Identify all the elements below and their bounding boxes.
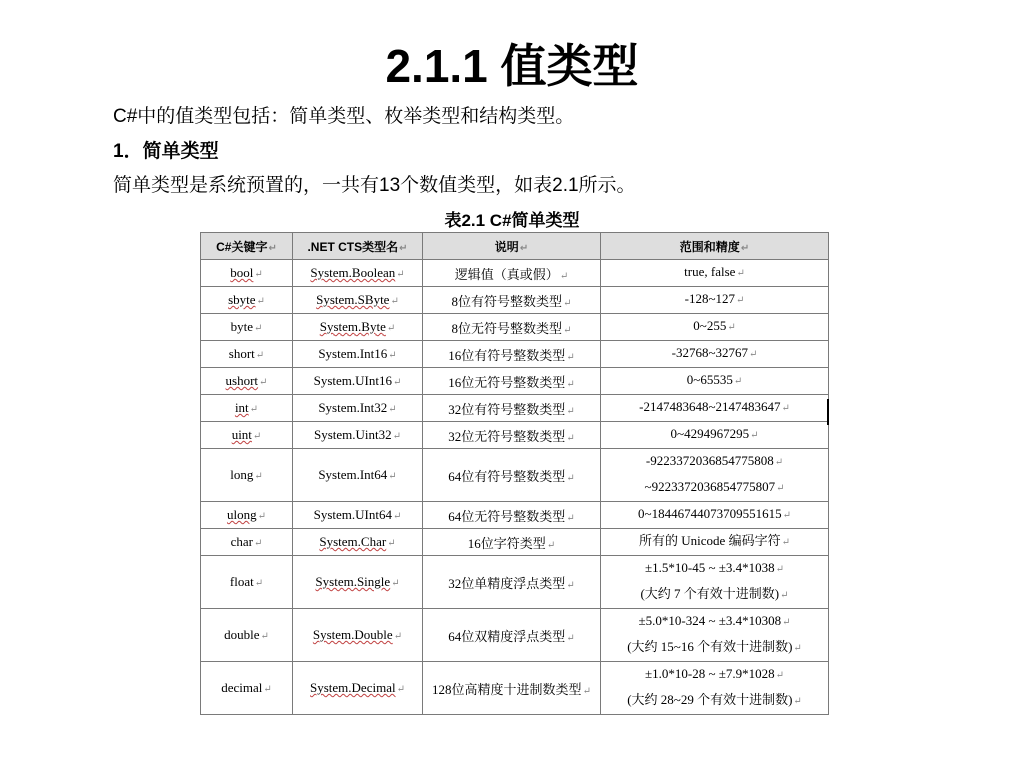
cell-cts-name: System.UInt64↵ bbox=[293, 502, 423, 529]
table-row bbox=[201, 395, 829, 422]
cell-cts-name: System.Byte↵ bbox=[293, 314, 423, 341]
range-line: 0~255↵ bbox=[693, 318, 736, 333]
cell-cts-name: System.Single↵ bbox=[293, 556, 423, 609]
cell-description: 128位高精度十进制数类型↵ bbox=[423, 662, 601, 715]
table-row bbox=[201, 287, 829, 314]
table-row bbox=[201, 556, 829, 609]
cell-cts-name: System.Int32↵ bbox=[293, 395, 423, 422]
cell-description: 64位无符号整数类型↵ bbox=[423, 502, 601, 529]
cell-range bbox=[601, 529, 829, 556]
range-line: ±5.0*10-324 ~ ±3.4*10308↵ bbox=[638, 613, 791, 628]
intro-description: 简单类型是系统预置的，一共有13个数值类型，如表2.1所示。 bbox=[113, 175, 636, 196]
table-row bbox=[201, 529, 829, 556]
cell-range bbox=[601, 395, 829, 422]
cell-cts-name: System.Char↵ bbox=[293, 529, 423, 556]
cell-range bbox=[601, 449, 829, 502]
table-row bbox=[201, 422, 829, 449]
range-line: ±1.0*10-28 ~ ±7.9*1028↵ bbox=[644, 666, 785, 681]
simple-types-table bbox=[200, 232, 829, 715]
cell-range bbox=[601, 341, 829, 368]
cell-range bbox=[601, 422, 829, 449]
cell-keyword: bool↵ bbox=[201, 260, 293, 287]
cell-keyword: float↵ bbox=[201, 556, 293, 609]
header-range: 范围和精度↵ bbox=[601, 233, 829, 260]
cell-description: 16位有符号整数类型↵ bbox=[423, 341, 601, 368]
table-body bbox=[201, 260, 829, 715]
range-line: -9223372036854775808↵ bbox=[645, 453, 784, 468]
page-title: 2.1.1 值类型 bbox=[385, 40, 639, 92]
header-cts-name: .NET CTS类型名↵ bbox=[293, 233, 423, 260]
cell-keyword: uint↵ bbox=[201, 422, 293, 449]
cell-cts-name: System.Int16↵ bbox=[293, 341, 423, 368]
header-keyword: C#关键字↵ bbox=[201, 233, 293, 260]
cell-keyword: sbyte↵ bbox=[201, 287, 293, 314]
table-caption: 表2.1 C#简单类型 bbox=[444, 211, 580, 230]
cell-range bbox=[601, 368, 829, 395]
range-line: ~9223372036854775807↵ bbox=[644, 479, 785, 494]
range-line: (大约 15~16 个有效十进制数)↵ bbox=[627, 639, 802, 654]
range-line: (大约 7 个有效十进制数)↵ bbox=[640, 586, 789, 601]
cell-cts-name: System.Uint32↵ bbox=[293, 422, 423, 449]
cell-description: 逻辑值（真或假）↵ bbox=[423, 260, 601, 287]
intro-text: C#中的值类型包括：简单类型、枚举类型和结构类型。 bbox=[113, 106, 575, 127]
range-line: 0~65535↵ bbox=[686, 372, 743, 387]
cell-description: 32位单精度浮点类型↵ bbox=[423, 556, 601, 609]
range-line: (大约 28~29 个有效十进制数)↵ bbox=[627, 692, 802, 707]
table-row bbox=[201, 502, 829, 529]
table-row bbox=[201, 609, 829, 662]
range-line: 0~4294967295↵ bbox=[670, 426, 759, 441]
section-heading: 1．简单类型 bbox=[113, 141, 219, 162]
cell-range bbox=[601, 556, 829, 609]
cell-keyword: ulong↵ bbox=[201, 502, 293, 529]
cell-description: 16位字符类型↵ bbox=[423, 529, 601, 556]
cell-range bbox=[601, 314, 829, 341]
table-row bbox=[201, 368, 829, 395]
table-row bbox=[201, 260, 829, 287]
cell-keyword: byte↵ bbox=[201, 314, 293, 341]
cell-description: 32位有符号整数类型↵ bbox=[423, 395, 601, 422]
cell-cts-name: System.Double↵ bbox=[293, 609, 423, 662]
table-row bbox=[201, 662, 829, 715]
cell-range bbox=[601, 662, 829, 715]
table-row bbox=[201, 314, 829, 341]
edge-marker bbox=[827, 399, 829, 425]
range-line: 0~18446744073709551615↵ bbox=[638, 506, 791, 521]
header-description: 说明↵ bbox=[423, 233, 601, 260]
range-line: -128~127↵ bbox=[684, 291, 745, 306]
cell-description: 64位有符号整数类型↵ bbox=[423, 449, 601, 502]
cell-description: 32位无符号整数类型↵ bbox=[423, 422, 601, 449]
table-row bbox=[201, 449, 829, 502]
range-line: -32768~32767↵ bbox=[671, 345, 758, 360]
cell-description: 16位无符号整数类型↵ bbox=[423, 368, 601, 395]
cell-cts-name: System.UInt16↵ bbox=[293, 368, 423, 395]
cell-range bbox=[601, 502, 829, 529]
cell-cts-name: System.Decimal↵ bbox=[293, 662, 423, 715]
range-line: -2147483648~2147483647↵ bbox=[639, 399, 790, 414]
cell-description: 8位有符号整数类型↵ bbox=[423, 287, 601, 314]
cell-description: 8位无符号整数类型↵ bbox=[423, 314, 601, 341]
range-line: 所有的 Unicode 编码字符↵ bbox=[639, 533, 790, 548]
cell-keyword: char↵ bbox=[201, 529, 293, 556]
cell-keyword: short↵ bbox=[201, 341, 293, 368]
cell-cts-name: System.Boolean↵ bbox=[293, 260, 423, 287]
table-header-row bbox=[201, 233, 829, 260]
cell-range bbox=[601, 260, 829, 287]
cell-cts-name: System.Int64↵ bbox=[293, 449, 423, 502]
range-line: ±1.5*10-45 ~ ±3.4*1038↵ bbox=[644, 560, 785, 575]
cell-keyword: int↵ bbox=[201, 395, 293, 422]
cell-keyword: decimal↵ bbox=[201, 662, 293, 715]
cell-keyword: double↵ bbox=[201, 609, 293, 662]
range-line: true, false↵ bbox=[684, 264, 745, 279]
cell-cts-name: System.SByte↵ bbox=[293, 287, 423, 314]
cell-range bbox=[601, 609, 829, 662]
cell-keyword: ushort↵ bbox=[201, 368, 293, 395]
table-row bbox=[201, 341, 829, 368]
cell-keyword: long↵ bbox=[201, 449, 293, 502]
cell-range bbox=[601, 287, 829, 314]
cell-description: 64位双精度浮点类型↵ bbox=[423, 609, 601, 662]
